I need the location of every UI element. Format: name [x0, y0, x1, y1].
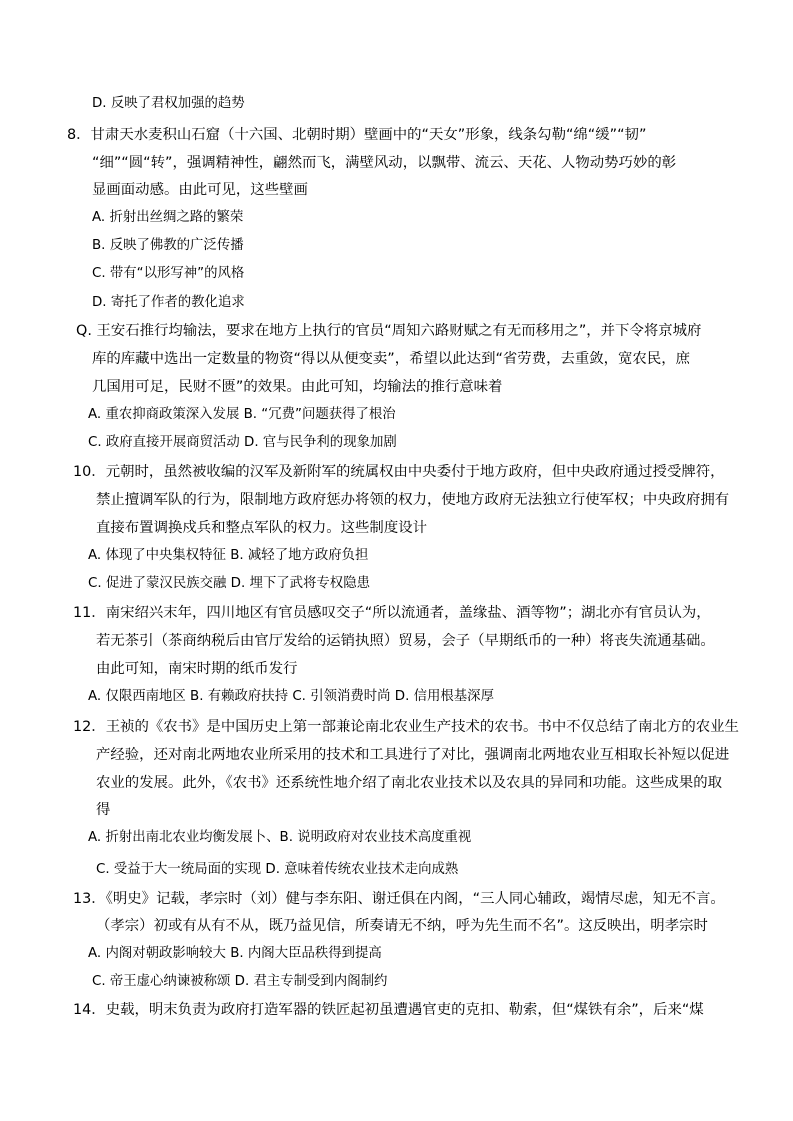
q8-option-d: D. 寄托了作者的教化追求 [92, 295, 245, 310]
q10-stem-line-3: 直接布置调换戍兵和整点军队的权力。这些制度设计 [96, 520, 427, 536]
q8-option-c: C. 带有“以形写神”的风格 [92, 266, 245, 281]
q10-options-ab: A. 体现了中央集权特征 B. 减轻了地方政府负担 [88, 548, 369, 563]
q9-stem-line-3: 几国用可足，民财不匮”的效果。由此可知，均输法的推行意味着 [92, 379, 503, 395]
q8-option-a: A. 折射出丝绸之路的繁荣 [92, 210, 244, 225]
q8-stem-line-3: 显画面动感。由此可见，这些壁画 [92, 182, 308, 198]
q9-options-ab: A. 重农抑商政策深入发展 B. “冗费”问题获得了根治 [88, 407, 396, 422]
q13-options-cd: C. 帝王虚心纳谏被称颂 D. 君主专制受到内阁制约 [92, 974, 388, 989]
q9-stem-line-2: 库的库藏中选出一定数量的物资“得以从便变卖”，希望以此达到“省劳费，去重敛，宽农民，庶 [92, 351, 690, 367]
q11-options: A. 仅限西南地区 B. 有赖政府扶持 C. 引领消费时尚 D. 信用根基深厚 [88, 689, 494, 704]
q11-stem-line-1: 11．南宋绍兴末年，四川地区有官员感叹交子“所以流通者，盖缘盐、酒等物”；湖北亦有官员认为， [73, 605, 711, 621]
q8-option-b: B. 反映了佛教的广泛传播 [92, 238, 244, 253]
q12-options-cd: C. 受益于大一统局面的实现 D. 意味着传统农业技术走向成熟 [96, 862, 459, 877]
q8-stem-line-1: 8．甘肃天水麦积山石窟（十六国、北朝时期）壁画中的“天女”形象，线条勾勒“绵“缓”“韧” [67, 127, 647, 143]
q12-stem-line-4: 得 [96, 802, 111, 818]
q13-stem-line-1: 13．《明史》记载，孝宗时（刘）健与李东阳、谢迁俱在内阁，“三人同心辅政，竭情尽虑，知无不言。 [73, 891, 725, 907]
q12-stem-line-3: 农业的发展。此外，《农书》还系统性地介绍了南北农业技术以及农具的异同和功能。这些成果的取 [96, 775, 722, 791]
q9-options-cd: C. 政府直接开展商贸活动 D. 官与民争利的现象加剧 [88, 435, 397, 450]
q12-stem-line-2: 产经验，还对南北两地农业所采用的技术和工具进行了对比，强调南北两地农业互相取长补短以促进 [96, 747, 730, 763]
q14-stem-line-1: 14．史载，明末负责为政府打造军器的铁匠起初虽遭遇官吏的克扣、勒索，但“煤铁有余”，后来“煤 [73, 1002, 704, 1018]
q11-stem-line-2: 若无茶引（茶商纳税后由官厅发给的运销执照）贸易，会子（早期纸币的一种）将丧失流通基础。 [96, 633, 715, 649]
q10-stem-line-1: 10．元朝时，虽然被收编的汉军及新附军的统属权由中央委付于地方政府，但中央政府通过授受牌符， [73, 464, 725, 480]
q10-options-cd: C. 促进了蒙汉民族交融 D. 埋下了武将专权隐患 [88, 576, 370, 591]
q10-stem-line-2: 禁止擅调军队的行为，限制地方政府惩办将领的权力，使地方政府无法独立行使军权；中央政府拥有 [96, 492, 730, 508]
q9-stem-line-1: Q. 王安石推行均输法，要求在地方上执行的官员“周知六路财赋之有无而移用之”，并下令将京城府 [76, 323, 702, 339]
q12-options-ab: A. 折射出南北农业均衡发展卜、B. 说明政府对农业技术高度重视 [88, 830, 472, 845]
q13-stem-line-2: （孝宗）初或有从有不从，既乃益见信，所奏请无不纳，呼为先生而不名”。这反映出，明孝宗时 [96, 918, 708, 934]
q8-stem-line-2: “细”“圆“转”，强调精神性，翩然而飞，满壁风动，以飘带、流云、天花、人物动势巧妙的彰 [92, 155, 677, 171]
q12-stem-line-1: 12．王祯的《农书》是中国历史上第一部兼论南北农业生产技术的农书。书中不仅总结了南北方的农业生 [73, 719, 739, 735]
q11-stem-line-3: 由此可知，南宋时期的纸币发行 [96, 661, 298, 677]
q13-options-ab: A. 内阁对朝政影响较大 B. 内阁大臣品秩得到提高 [88, 946, 382, 961]
q7-option-d: D. 反映了君权加强的趋势 [92, 96, 245, 111]
